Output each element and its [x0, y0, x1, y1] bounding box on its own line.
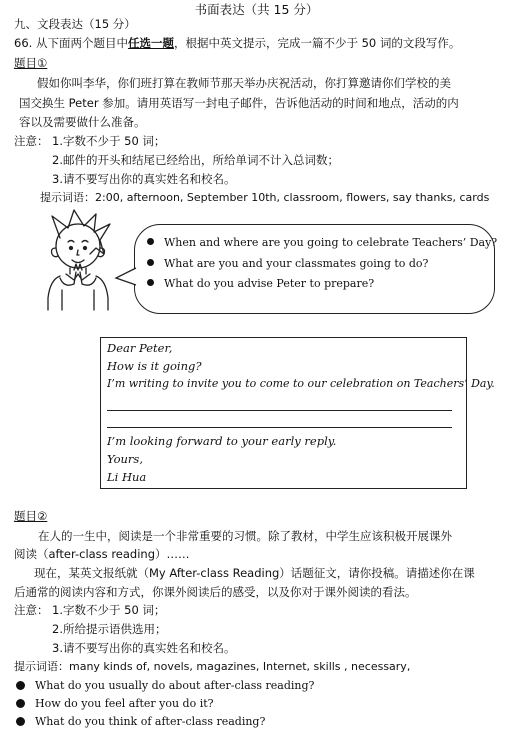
instruction-part-c: ，根据中英文提示，完成一篇不少于 50 词的文段写作。: [173, 36, 461, 50]
boy-illustration: [30, 208, 130, 312]
topic1-note: 2.邮件的开头和结尾已经给出，所给单词不计入总词数；: [52, 153, 339, 167]
page-heading: 书面表达（共 15 分）: [194, 2, 319, 17]
topic2-prompt: [16, 715, 265, 729]
writing-line: [107, 427, 452, 428]
bullet-icon: [147, 238, 154, 245]
bullet-icon: [16, 717, 25, 726]
topic1-note-label: 注意：: [14, 134, 49, 148]
speech-bubble-tail: [114, 266, 138, 288]
bubble-question: [147, 236, 497, 250]
letter-closing: I’m looking forward to your early reply.: [107, 434, 337, 448]
topic2-note: 2.所给提示语供选用；: [52, 622, 167, 636]
letter-box: [100, 337, 495, 489]
topic2-paragraph-line: 后通常的阅读内容和方式，你课外阅读后的感受，以及你对于课外阅读的看法。: [14, 585, 417, 599]
topic2-prompt-text: What do you think of after-class reading?: [35, 715, 266, 728]
topic2-note: 3.请不要写出你的真实姓名和校名。: [52, 641, 236, 655]
topic1-paragraph-line: 国交换生 Peter 参加。请用英语写一封电子邮件，告诉他活动的时间和地点，活动的内: [19, 96, 459, 110]
letter-closing: Yours,: [107, 452, 143, 466]
topic2-prompt-text: How do you feel after you do it?: [35, 697, 214, 710]
instruction-emphasis: 任选一题: [127, 36, 174, 50]
question-number: 66.: [14, 36, 33, 50]
bubble-question-text: What are you and your classmates going to do?: [164, 257, 429, 270]
bubble-question-text: When and where are you going to celebrate Teachers’ Day?: [164, 236, 498, 249]
bubble-question: [147, 257, 428, 271]
bullet-icon: [16, 681, 25, 690]
topic2-paragraph-line: 阅读（after-class reading）……: [14, 547, 190, 561]
topic1-hint-words: 提示词语：2:00, afternoon, September 10th, classroom, flowers, say thanks, cards: [40, 191, 490, 204]
bullet-icon: [16, 699, 25, 708]
topic1-paragraph-line: 假如你叫李华，你们班打算在教师节那天举办庆祝活动，你打算邀请你们学校的美: [37, 76, 451, 90]
writing-line: [107, 410, 452, 411]
topic2-label: 题目②: [14, 509, 48, 523]
section-title: 九、文段表达（15 分）: [14, 17, 136, 31]
instruction-part-a: 从下面两个题目中: [35, 36, 128, 50]
letter-signature: Li Hua: [107, 470, 147, 484]
topic2-prompt: [16, 697, 214, 711]
bullet-icon: [147, 279, 154, 286]
bubble-question-text: What do you advise Peter to prepare?: [164, 277, 375, 290]
letter-greeting: Dear Peter,: [107, 341, 173, 355]
topic1-note: 1.字数不少于 50 词；: [52, 134, 166, 148]
topic2-paragraph-line: 现在，某英文报纸就（My After-class Reading）话题征文，请你投稿。请描述你在课: [34, 566, 475, 580]
letter-line: How is it going?: [107, 359, 202, 373]
topic2-note-label: 注意：: [14, 603, 49, 617]
question-instruction: [14, 36, 460, 50]
bubble-question: [147, 277, 374, 291]
topic2-note: 1.字数不少于 50 词；: [52, 603, 166, 617]
topic1-paragraph-line: 容以及需要做什么准备。: [19, 115, 146, 129]
topic2-prompt-text: What do you usually do about after-class reading?: [35, 679, 315, 692]
topic2-prompt: [16, 679, 314, 693]
topic2-hint-words: 提示词语：many kinds of, novels, magazines, Internet, skills , necessary,: [14, 660, 411, 673]
topic1-label: 题目①: [14, 56, 48, 70]
letter-line: I’m writing to invite you to come to our celebration on Teachers’ Day.: [107, 377, 495, 390]
topic1-note: 3.请不要写出你的真实姓名和校名。: [52, 172, 236, 186]
bullet-icon: [147, 259, 154, 266]
topic2-paragraph-line: 在人的一生中，阅读是一个非常重要的习惯。除了教材，中学生应该积极开展课外: [38, 529, 452, 543]
